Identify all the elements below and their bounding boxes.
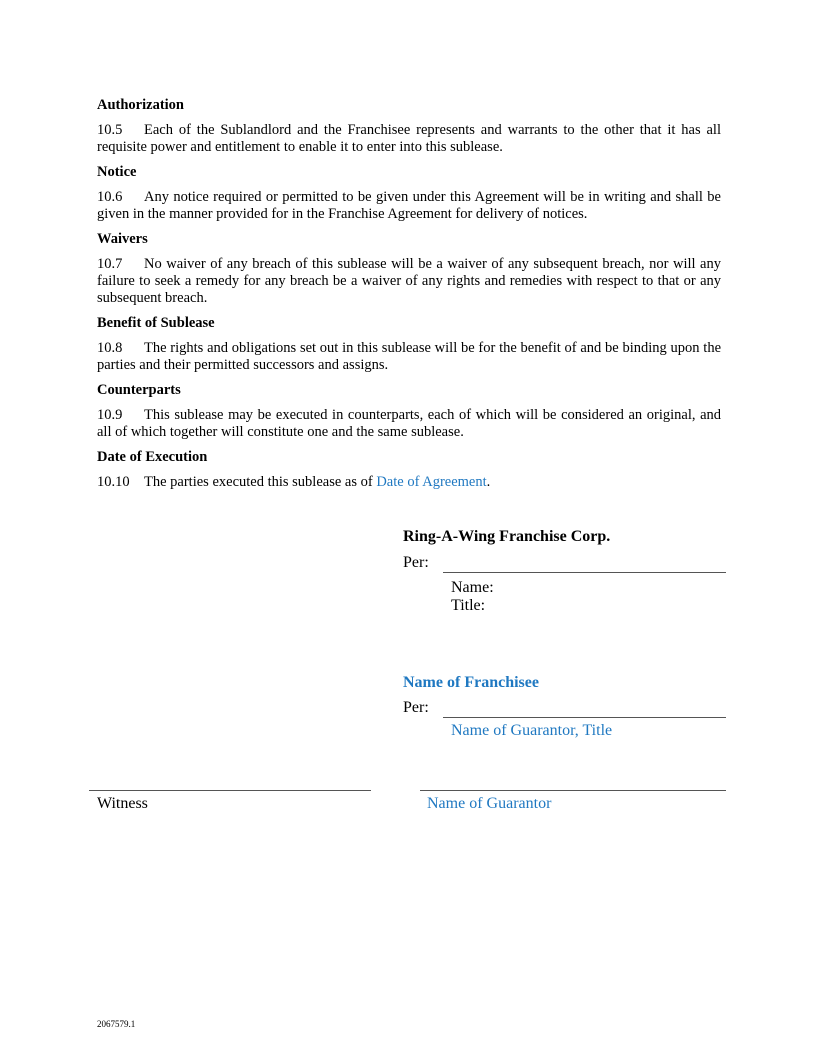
section-heading: Counterparts xyxy=(97,382,181,398)
section-number: 10.7 xyxy=(97,256,123,272)
section-number: 10.9 xyxy=(97,407,123,423)
section-text-end: . xyxy=(486,474,491,490)
section-benefit-of-sublease xyxy=(97,315,721,374)
section-notice xyxy=(97,164,721,223)
guarantor-name-field[interactable]: Name of Guarantor xyxy=(427,795,552,812)
section-heading: Waivers xyxy=(97,231,148,247)
section-text: This sublease may be executed in counterparts, each of which will be considered an original, and all of which together will constitute one and the same sublease. xyxy=(97,407,721,440)
section-authorization xyxy=(97,97,721,156)
section-waivers xyxy=(97,231,721,307)
section-counterparts xyxy=(97,382,721,441)
per-label: Per: xyxy=(403,699,429,716)
section-paragraph xyxy=(97,256,721,307)
section-paragraph xyxy=(97,407,721,441)
section-paragraph xyxy=(97,340,721,374)
section-text: Any notice required or permitted to be given under this Agreement will be in writing and shall be given in the manner provided for in the Franchise Agreement for delivery of notices. xyxy=(97,189,721,222)
section-text: The parties executed this sublease as of xyxy=(144,474,377,490)
section-heading: Benefit of Sublease xyxy=(97,315,215,331)
section-number: 10.6 xyxy=(97,189,123,205)
section-text: Each of the Sublandlord and the Franchisee represents and warrants to the other that it has all requisite power and entitlement to enable it to enter into this sublease. xyxy=(97,122,721,155)
section-heading: Date of Execution xyxy=(97,449,208,465)
guarantor-signature-line xyxy=(420,790,726,791)
section-paragraph xyxy=(97,189,721,223)
title-label: Title: xyxy=(451,597,486,614)
name-label: Name: xyxy=(451,579,494,596)
document-id: 2067579.1 xyxy=(97,1019,136,1029)
section-date-of-execution xyxy=(97,449,721,491)
guarantor-title-field[interactable]: Name of Guarantor, Title xyxy=(451,722,613,739)
franchisee-signature-line xyxy=(443,717,726,718)
section-text: The rights and obligations set out in this sublease will be for the benefit of and be binding upon the parties and their permitted successors and assigns. xyxy=(97,340,721,373)
section-paragraph xyxy=(97,474,721,491)
date-of-agreement-field[interactable]: Date of Agreement xyxy=(376,474,487,490)
section-text: No waiver of any breach of this sublease will be a waiver of any subsequent breach, nor will any failure to seek a remedy for any breach be a waiver of any rights and remedies with respect to that or any subsequent breach. xyxy=(97,256,721,306)
section-number: 10.10 xyxy=(97,474,130,490)
section-paragraph xyxy=(97,122,721,156)
section-heading: Authorization xyxy=(97,97,184,113)
witness-label: Witness xyxy=(97,795,148,812)
witness-signature-line xyxy=(89,790,371,791)
per-label: Per: xyxy=(403,554,429,571)
company-signature-line xyxy=(443,572,726,573)
company-name: Ring-A-Wing Franchise Corp. xyxy=(403,528,611,545)
section-number: 10.5 xyxy=(97,122,123,138)
document-body xyxy=(97,97,721,499)
section-number: 10.8 xyxy=(97,340,123,356)
franchisee-name-field[interactable]: Name of Franchisee xyxy=(403,674,539,691)
section-heading: Notice xyxy=(97,164,137,180)
